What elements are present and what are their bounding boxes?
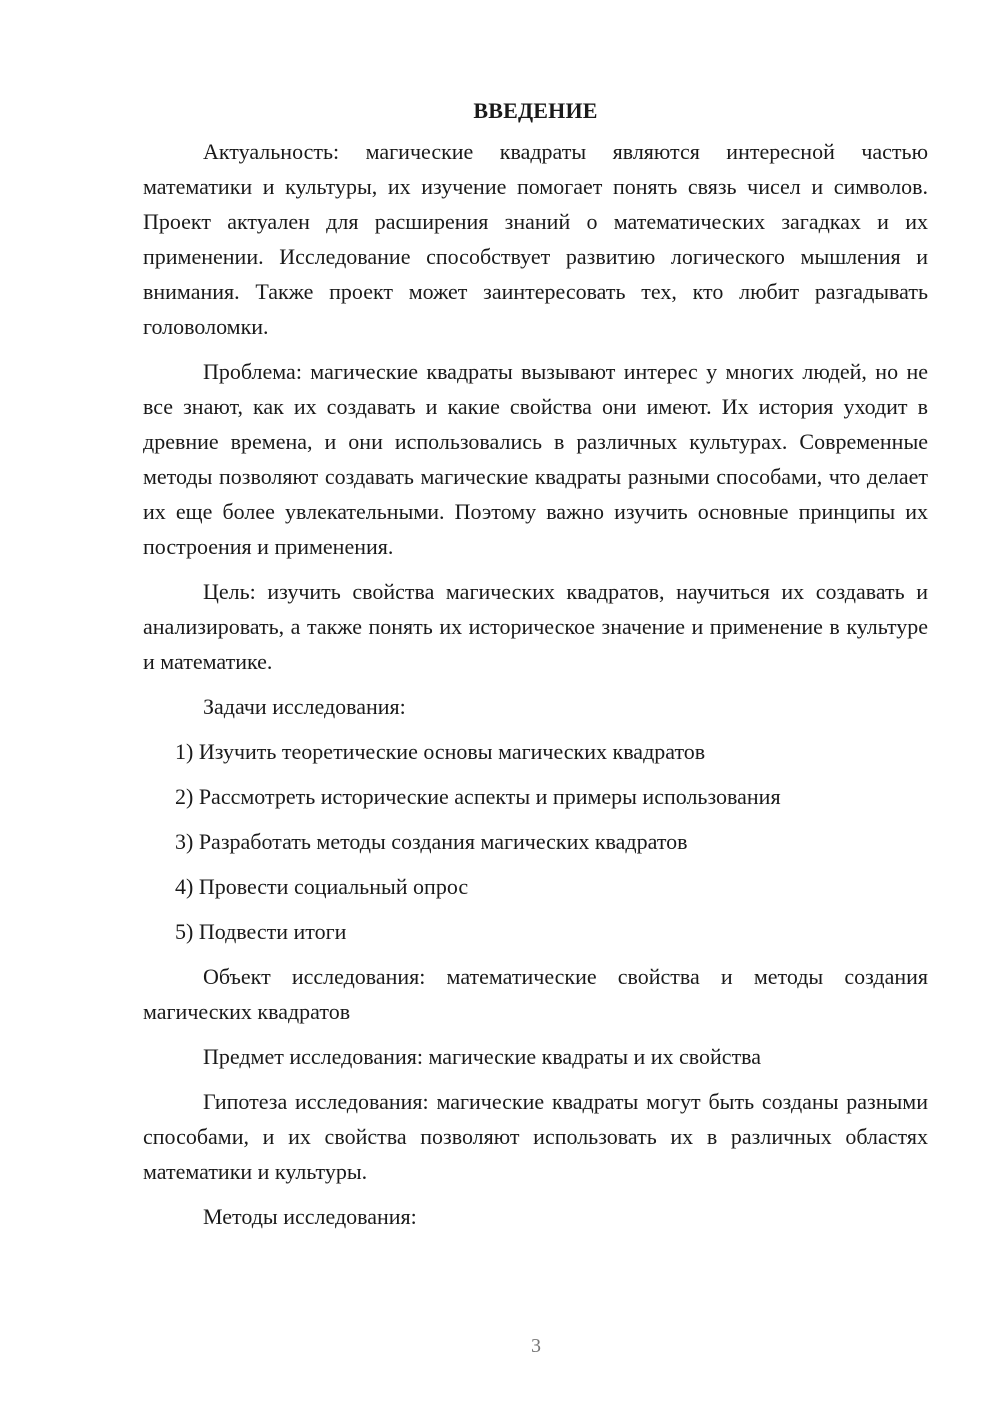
paragraph-relevance: Актуальность: магические квадраты являются интересной частью математики и культуры, их изучение помогает понять связь чисел и символов. Проект актуален для расширения знаний о математических загадках и их применении. Исследование способствует развитию логического мышления и внимания. Также проект может заинтересовать тех, кто любит разгадывать головоломки. xyxy=(143,139,928,339)
section-title: ВВЕДЕНИЕ xyxy=(473,98,598,123)
paragraph-hypothesis: Гипотеза исследования: магические квадраты могут быть созданы разными способами, и их свойства позволяют использовать их в различных областях математики и культуры. xyxy=(143,1089,928,1184)
paragraph-goal: Цель: изучить свойства магических квадратов, научиться их создавать и анализировать, а также понять их историческое значение и применение в культуре и математике. xyxy=(143,579,928,674)
list-item: 2) Рассмотреть исторические аспекты и примеры использования xyxy=(175,784,781,809)
list-item: 3) Разработать методы создания магических квадратов xyxy=(175,829,688,854)
list-item: 1) Изучить теоретические основы магических квадратов xyxy=(175,739,706,764)
list-item: 4) Провести социальный опрос xyxy=(175,874,469,899)
paragraph-problem: Проблема: магические квадраты вызывают интерес у многих людей, но не все знают, как их создавать и какие свойства они имеют. Их история уходит в древние времена, и они использовались в различных культурах. Современные методы позволяют создавать магические квадраты разными способами, что делает их еще более увлекательными. Поэтому важно изучить основные принципы их построения и применения. xyxy=(143,359,928,559)
document-page xyxy=(143,96,928,1244)
paragraph-subject: Предмет исследования: магические квадраты и их свойства xyxy=(203,1044,762,1069)
paragraph-tasks-heading: Задачи исследования: xyxy=(203,694,406,719)
paragraph-methods: Методы исследования: xyxy=(203,1204,417,1229)
tasks-list xyxy=(143,734,928,949)
paragraph-object: Объект исследования: математические свойства и методы создания магических квадратов xyxy=(143,964,928,1024)
page-number: 3 xyxy=(531,1335,541,1357)
list-item: 5) Подвести итоги xyxy=(175,919,347,944)
